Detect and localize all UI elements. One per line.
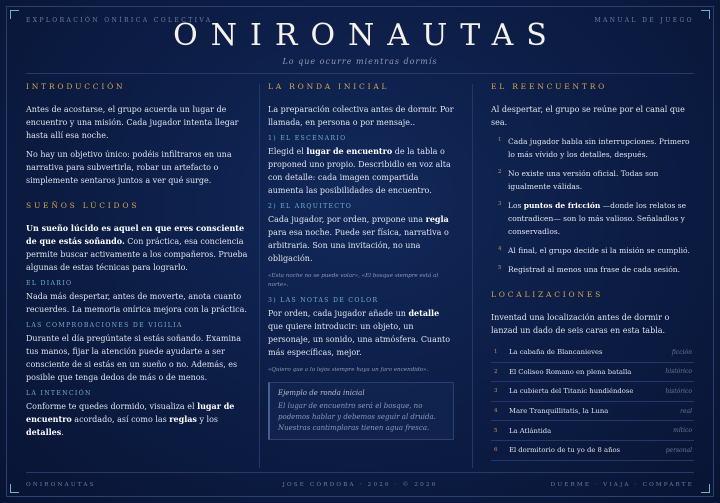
location-type: real [659, 401, 694, 421]
header-divider [26, 73, 694, 74]
list-item: 2 No existe una versión oficial. Todas son igualmente válidas. [498, 169, 659, 191]
section-heading-reunion: EL REENCUENTRO [491, 82, 608, 91]
architect-paragraph: Cada jugador, por orden, propone una regla para esa noche. Puede ser física, narrativa o arbitraria. Son una invitación, no una obligación. [268, 214, 449, 263]
location-name: El Coliseo Romano en plena batalla [509, 362, 659, 382]
location-name: La cubierta del Titanic hundiéndose [509, 382, 659, 402]
location-type: histórico [659, 382, 694, 402]
subheading-diary: EL DIARIO [26, 280, 73, 287]
header-manual-label: MANUAL DE JUEGO [594, 17, 694, 24]
column-divider [259, 84, 260, 468]
location-name: La cabaña de Blancanieves [509, 343, 659, 362]
subheading-intent: LA INTENCIÓN [26, 390, 92, 397]
table-row: 5 La Atlántida mítico [491, 421, 694, 441]
footer-credits: JOSE CÓRDOBA · 2026 · © 2026 [282, 482, 438, 488]
reunion-intro: Al despertar, el grupo se reúne por el canal que sea. [491, 105, 685, 127]
round-intro: La preparación colectiva antes de dormir. Por llamada, en persona o por mensaje.. [268, 105, 454, 127]
diary-paragraph: Nada más despertar, antes de moverte, anota cuanto recuerdes. La memoria onírica mejora con la práctica. [26, 292, 247, 314]
page-title: ONIRONAUTAS [173, 18, 560, 53]
section-heading-intro: INTRODUCCIÓN [26, 82, 126, 91]
intro-paragraph: Antes de acostarse, el grupo acuerda un lugar de encuentro y una misión. Cada jugador intenta llegar hasta allí esa noche. [26, 105, 239, 140]
table-row: 4 Mare Tranquillitatis, la Luna real [491, 401, 694, 421]
color-notes-paragraph: Por orden, cada jugador añade un detalle que quiere introducir: un objeto, un personaje, un sonido, una atmósfera. Cuanto más específicas, mejor. [268, 308, 451, 357]
table-row: 3 La cubierta del Titanic hundiéndose histórico [491, 382, 694, 402]
table-row: 6 El dormitorio de tu yo de 8 años personal [491, 440, 694, 460]
header-kicker: EXPLORACIÓN ONÍRICA COLECTIVA [26, 17, 213, 24]
list-item: 4 Al final, el grupo decide si la misión se cumplió. [498, 246, 690, 255]
subheading-setting: 1) EL ESCENARIO [268, 135, 347, 142]
footer-brand: ONIRONAUTAS [26, 482, 96, 488]
location-name: El dormitorio de tu yo de 8 años [509, 440, 659, 460]
section-heading-lucid: SUEÑOS LÚCIDOS [26, 201, 140, 210]
list-item: 5 Registrad al menos una frase de cada sesión. [498, 265, 681, 274]
table-row: 1 La cabaña de Blancanieves ficción [491, 343, 694, 362]
column-round [268, 82, 454, 440]
subheading-architect: 2) EL ARQUITECTO [268, 203, 353, 210]
footer-motto: DUERME · VIAJA · COMPARTE [550, 482, 694, 488]
locations-intro: Inventad una localización antes de dormir o lanzad un dado de seis caras en esta tabla. [491, 313, 670, 335]
list-item: 3 Los puntos de fricción —donde los relatos se contradicen— son lo más valioso. Señaladlos y conservadlos. [498, 201, 687, 236]
column-divider [472, 84, 473, 468]
example-callout [268, 382, 454, 440]
page-subtitle: Lo que ocurre mientras dormís [282, 57, 438, 66]
callout-body: El lugar de encuentro será el bosque, no podemos hablar y debemos seguir al druida. Nuestras cantimploras tienen agua fresca. [278, 402, 436, 432]
location-name: La Atlántida [509, 421, 659, 441]
architect-example-quote: «Esta noche no se puede volar», «El bosque siempre está al norte». [268, 273, 439, 288]
locations-table [491, 343, 694, 461]
table-row: 2 El Coliseo Romano en plena batalla histórico [491, 362, 694, 382]
setting-paragraph: Elegid el lugar de encuentro de la tabla o proponed uno propio. Describidlo en voz alta con detalle: cada imagen compartida aumenta las posibilidades de encuentro. [268, 146, 451, 195]
subheading-vigil: LAS COMPROBACIONES DE VIGILIA [26, 322, 183, 329]
vigil-paragraph: Durante el día pregúntate si estás soñando. Examina tus manos, fijar la atención puede ayudarte a ser consciente de si estás en un sueño o no. Además, es posible que tenga dedos de más o de menos. [26, 334, 241, 382]
footer-divider [26, 472, 694, 473]
subheading-color-notes: 3) LAS NOTAS DE COLOR [268, 297, 379, 304]
intent-paragraph: Conforme te quedes dormido, visualiza el lugar de encuentro acordado, así como las reglas y los detalles. [26, 401, 235, 437]
reunion-steps-list [491, 135, 694, 276]
list-item: 1 Cada jugador habla sin interrupciones. Primero lo más vívido y los detalles, después. [498, 137, 690, 159]
section-heading-locations: LOCALIZACIONES [491, 290, 604, 299]
lucid-definition: Un sueño lúcido es aquel en que eres consciente de que estás soñando. [26, 223, 245, 246]
column-reunion [491, 82, 694, 461]
location-type: histórico [659, 362, 694, 382]
location-type: personal [659, 440, 694, 460]
location-type: ficción [659, 343, 694, 362]
column-intro [26, 82, 252, 445]
location-type: mítico [659, 421, 694, 441]
callout-title: Ejemplo de ronda inicial [278, 389, 365, 397]
intro-paragraph: No hay un objetivo único: podéis infiltraros en una narrativa para subvertirla, robar un artefacto o simplemente sentaros juntos a ver qué surge. [26, 150, 232, 185]
location-name: Mare Tranquillitatis, la Luna [509, 401, 659, 421]
lucid-paragraph: Un sueño lúcido es aquel en que eres consciente de que estás soñando. Con práctica, esa conciencia permite buscar activamente a los compañeros. Prueba algunas de estas técnicas para lograrlo. [26, 223, 248, 272]
section-heading-round: LA RONDA INICIAL [268, 82, 390, 91]
color-notes-example-quote: «Quiero que a lo lejos siempre haya un faro encendido». [268, 367, 429, 373]
